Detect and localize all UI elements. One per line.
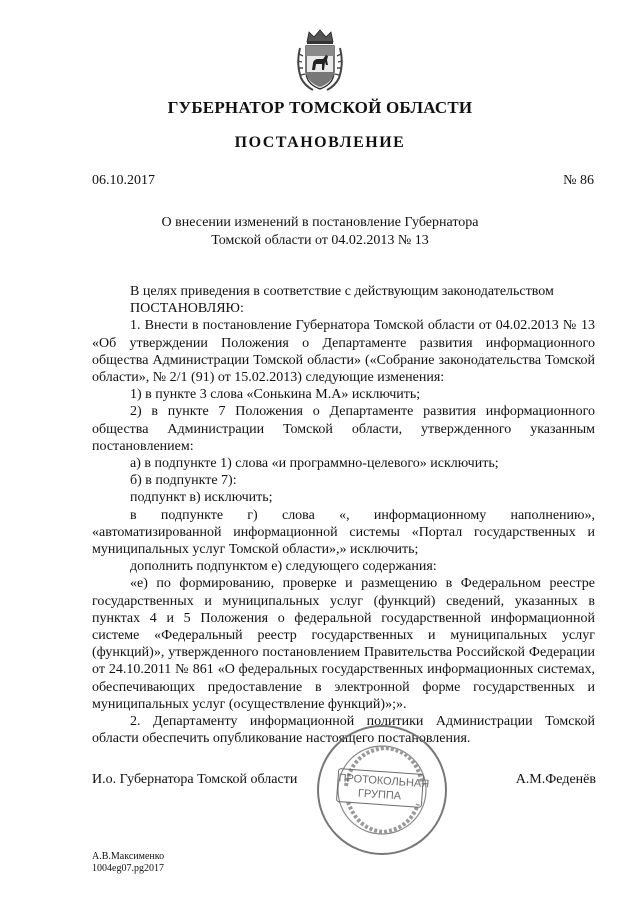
body-paragraph: подпункт в) исключить; — [130, 490, 273, 506]
stamp-label-line-2: ГРУППА — [357, 787, 402, 803]
document-number: № 86 — [563, 173, 594, 188]
body-paragraph: 1) в пункте 3 слова «Сонькина М.А» исключить; — [130, 387, 421, 403]
signatory-position: И.о. Губернатора Томской области — [92, 772, 298, 787]
stamp-label-line-1: ПРОТОКОЛЬНАЯ — [338, 772, 430, 791]
file-reference: 1004eg07.pg2017 — [92, 863, 164, 874]
document-type: ПОСТАНОВЛЕНИЕ — [234, 134, 406, 151]
document-body — [92, 283, 595, 747]
body-paragraph: 2) в пункте 7 Положения о Департаменте развития информационного общества Администрации Томской области, утвержденного указанным постановлением: — [92, 404, 595, 454]
document-footer — [92, 851, 164, 875]
body-paragraph: В целях приведения в соответствие с действующим законодательством — [130, 284, 554, 299]
body-paragraph: ПОСТАНОВЛЯЮ: — [130, 301, 244, 317]
body-paragraph: б) в подпункте 7): — [130, 473, 237, 489]
subject-line-2: Томской области от 04.02.2013 № 13 — [211, 233, 429, 248]
stamp-label-box — [336, 768, 430, 808]
issuing-authority: ГУБЕРНАТОР ТОМСКОЙ ОБЛАСТИ — [167, 98, 473, 117]
body-paragraph: дополнить подпунктом е) следующего содержания: — [130, 559, 437, 575]
document-date: 06.10.2017 — [92, 173, 155, 188]
body-paragraph: «е) по формированию, проверке и размещению в Федеральном реестре государственных и муниципальных услуг (функций) сведений, указанных в пунктах 4 и 5 Положения о федеральной государственной информационной системе «Федеральный реестр государственных и муниципальных услуг (функций)», утвержденного постановлением Правительства Российской Федерации от 24.10.2011 № 861 «О федеральных государственных информационных системах, обеспечивающих предоставление в электронной форме государственных и муниципальных услуг (осуществление функций)»;». — [92, 576, 595, 712]
executor-name: А.В.Максименко — [92, 851, 165, 862]
coat-of-arms-icon — [295, 28, 345, 94]
body-paragraph: в подпункте г) слова «, информационному наполнению», «автоматизированной информационной системы «Портал государственных и муниципальных услуг Томской области»,» исключить; — [92, 507, 595, 558]
body-paragraph: 1. Внести в постановление Губернатора Томской области от 04.02.2013 № 13 «Об утверждении Положения о Департаменте развития информационного общества Администрации Томской области» («Собрание законодательства Томской области», № 2/1 (91) от 15.02.2013) следующие изменения: — [92, 318, 595, 386]
subject-line-1: О внесении изменений в постановление Губернатора — [161, 215, 479, 230]
document-subject — [0, 214, 640, 250]
signatory-name: А.М.Феденёв — [515, 772, 596, 787]
body-paragraph: а) в подпункте 1) слова «и программно-целевого» исключить; — [130, 456, 499, 472]
body-paragraph: 2. Департаменту информационной политики Администрации Томской области обеспечить опубликование настоящего постановления. — [92, 714, 595, 747]
